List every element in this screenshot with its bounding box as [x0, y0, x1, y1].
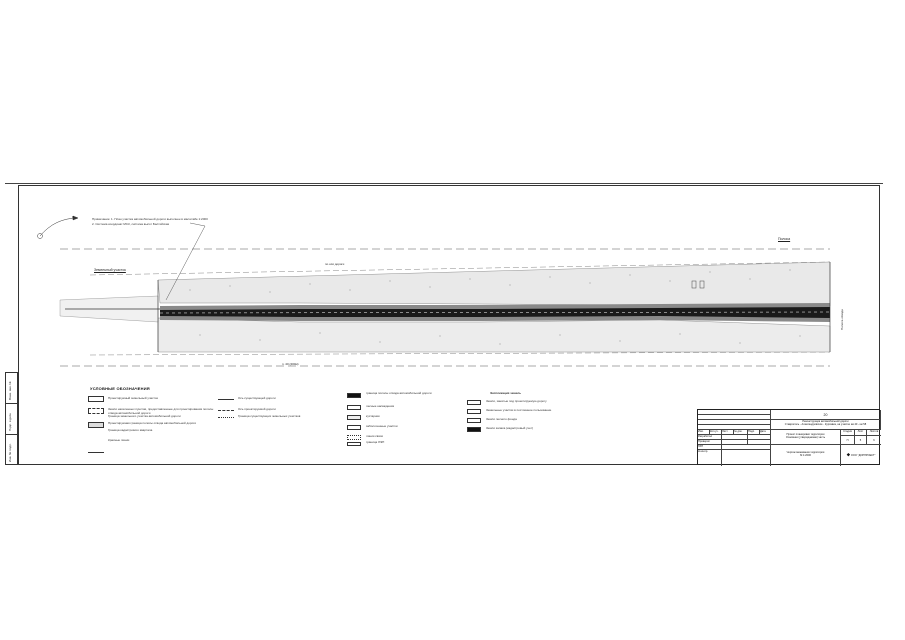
site-label-left: Земельный участок: [94, 268, 126, 272]
drawing-name-line-1: Чертеж межевания территории: [786, 451, 825, 454]
right-edge-label: Полоса отвода: [840, 309, 844, 330]
legend-item: Граница кадастрового квартала: [108, 428, 153, 432]
stamp-person-2: Проверил: [698, 440, 722, 445]
project-title-line-2: Ставрополь - Александровское - Курсавка, на участке км 40 - км 58: [784, 423, 867, 426]
legend-swatch-plot: [88, 396, 104, 402]
road-label-bottom: п. 40 (200м): [282, 362, 299, 366]
organization: [841, 445, 881, 466]
doc-name: [771, 430, 841, 445]
project-title: [771, 420, 881, 430]
stage-head: Стадия: [841, 430, 855, 436]
header-note-2: 2. Система координат МСК, система высот Балтийская: [92, 222, 170, 226]
legend-swatch-shrub: [347, 415, 361, 420]
doc-name-line-1: Проект планировки территории: [786, 433, 825, 436]
legend-swatch-road-land: [467, 400, 481, 405]
org-logo-icon: ⬥: [846, 452, 851, 458]
legend-item: Земли запаса (кадастровый учет): [486, 426, 534, 430]
stamp-col-sign: Подп.: [748, 430, 760, 435]
legend-item: Земли лесного фонда: [486, 417, 517, 421]
legend-item: Земельные участки в постоянное пользование: [486, 408, 552, 412]
stamp-person-1: Разработал: [698, 435, 722, 440]
legend-item: Земли, занятые под проектируемую дорогу: [486, 399, 547, 403]
legend-item: Красные линии: [108, 438, 130, 442]
stage-value: П: [841, 436, 855, 445]
legend-line-red: [88, 452, 104, 453]
legend-item: Проектируемый земельный участок: [108, 396, 158, 400]
org-name: ООО "ДОРПРОЕКТ": [850, 454, 876, 457]
legend-item: граница ЛЭП: [366, 440, 385, 444]
project-title-line-1: Реконструкция автомобильной дороги: [802, 420, 849, 423]
legend-swatch-right-of-way: [88, 422, 104, 428]
legend-swatch-row-boundary: [347, 393, 361, 398]
header-note-1: Примечание: 1. План участка автомобильной дороги выполнен в масштабе 1:2000: [92, 217, 208, 221]
legend-item: Земли населенных пунктов, предоставленные для проектирования полосы отвода автомобильной дороги: [108, 407, 214, 415]
legend-item: линии связи: [366, 434, 384, 438]
legend-swatch-settlement: [88, 408, 104, 414]
legend-swatch-forest: [347, 405, 361, 410]
stamp-col-doc: № док.: [734, 430, 748, 435]
legend-line-existing-axis: [218, 399, 234, 400]
legend-item: Граница земельного участка автомобильной дороги: [108, 414, 181, 418]
legend-item: Граница существующих земельных участков: [238, 414, 301, 418]
legend-line-proposed-axis: [218, 410, 234, 411]
legend-swatch-swamp: [347, 425, 361, 430]
side-strip-label-1: Взам. инв. №: [8, 381, 12, 400]
legend-item: Ось проектируемой дороги: [238, 407, 276, 411]
legend-item: Проектируемая граница полосы отвода автомобильной дороги: [108, 421, 197, 425]
legend-item: Ось существующей дороги: [238, 396, 276, 400]
legend-swatch-forest-fund: [467, 418, 481, 423]
side-strip-label-3: Инв. № подл.: [8, 443, 12, 462]
legend-swatch-permanent: [467, 409, 481, 414]
stamp-person-4: Н.контр.: [698, 450, 722, 466]
stamp-person-3: ГИП: [698, 445, 722, 450]
sheets-head: Листов: [867, 430, 881, 436]
sheet-head: Лист: [855, 430, 867, 436]
legend-item: заболоченные участки: [366, 424, 398, 428]
stamp-col-izm: Изм.: [698, 430, 710, 435]
stamp-col-list: Лист: [722, 430, 734, 435]
stamp-col-kol: Кол.уч.: [710, 430, 722, 435]
doc-name-line-2: Основная (утверждаемая) часть: [785, 436, 826, 439]
drawing-name-line-2: М 1:2000: [800, 454, 811, 457]
stamp-col-date: Дата: [760, 430, 771, 435]
title-block: [697, 409, 880, 465]
sheets-value: 6: [867, 436, 881, 445]
legend-item: граница полосы отвода автомобильной дороги: [366, 391, 432, 395]
sheet-value: 5: [855, 436, 867, 445]
drawing-name: [771, 445, 841, 466]
north-label: С: [72, 215, 75, 219]
explication-title: Экспликация земель: [490, 391, 521, 395]
road-label-top: по оси дороги: [325, 262, 345, 266]
legend-swatch-reserve: [467, 427, 481, 432]
legend-title: УСЛОВНЫЕ ОБОЗНАЧЕНИЯ: [90, 386, 150, 391]
side-strip-label-2: Подп. и дата: [8, 413, 12, 431]
legend-swatch-power: [347, 442, 361, 446]
legend-item: кустарник: [366, 414, 380, 418]
legend-line-parcels: [218, 417, 234, 418]
legend-swatch-comm: [347, 435, 361, 440]
sheet-number: 20: [771, 410, 881, 420]
site-label-right: Полоса: [778, 237, 791, 241]
legend-item: лесные насаждения: [366, 404, 395, 408]
